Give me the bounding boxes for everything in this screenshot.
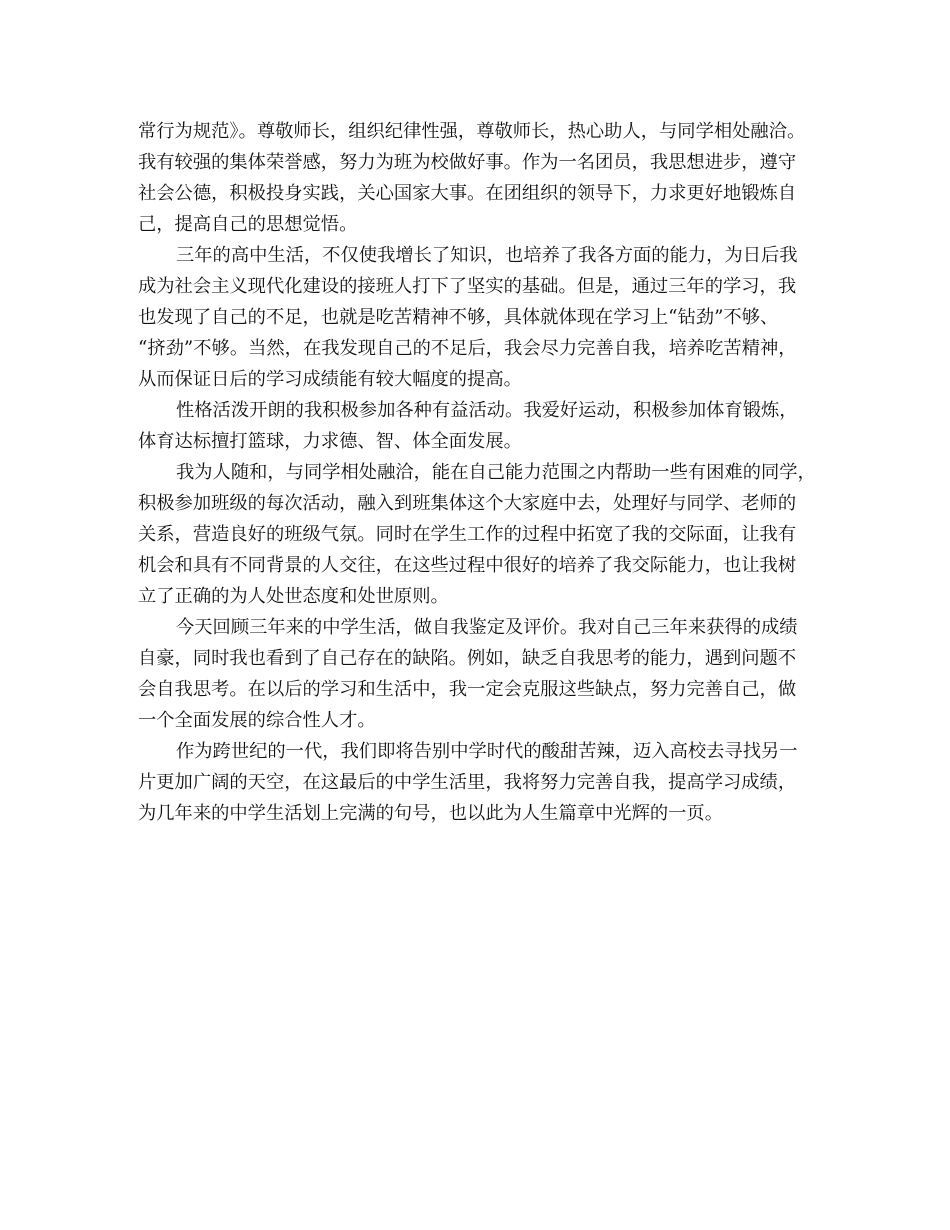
paragraph-5	[138, 612, 818, 736]
text-line: 片更加广阔的天空，在这最后的中学生活里，我将努力完善自我，提高学习成绩，	[138, 772, 797, 793]
text-line: 我为人随和，与同学相处融洽，能在自己能力范围之内帮助一些有困难的同学，	[176, 462, 816, 483]
text-line: 今天回顾三年来的中学生活，做自我鉴定及评价。我对自己三年来获得的成绩	[176, 617, 798, 638]
paragraph-1	[138, 116, 818, 240]
text-line: 常行为规范》。尊敬师长，组织纪律性强，尊敬师长，热心助人，与同学相处融洽。	[138, 121, 806, 142]
text-line: 自豪，同时我也看到了自己存在的缺陷。例如，缺乏自我思考的能力，遇到问题不	[138, 648, 797, 669]
text-line: 立了正确的为人处世态度和处世原则。	[138, 586, 449, 607]
text-line: 性格活泼开朗的我积极参加各种有益活动。我爱好运动，积极参加体育锻炼，	[176, 400, 798, 421]
text-line: 积极参加班级的每次活动，融入到班集体这个大家庭中去，处理好与同学、老师的	[138, 493, 797, 514]
paragraph-2	[138, 240, 818, 395]
text-line: 三年的高中生活，不仅使我增长了知识，也培养了我各方面的能力，为日后我	[176, 245, 798, 266]
text-line: “挤劲”不够。当然，在我发现自己的不足后，我会尽力完善自我，培养吃苦精神，	[138, 338, 797, 359]
document-body	[138, 116, 818, 829]
text-line: 一个全面发展的综合性人才。	[138, 710, 376, 731]
text-line: 关系，营造良好的班级气氛。同时在学生工作的过程中拓宽了我的交际面，让我有	[138, 524, 797, 545]
text-line: 我有较强的集体荣誉感，努力为班为校做好事。作为一名团员，我思想进步，遵守	[138, 152, 797, 173]
paragraph-4	[138, 457, 818, 612]
text-line: 为几年来的中学生活划上完满的句号，也以此为人生篇章中光辉的一页。	[138, 803, 723, 824]
paragraph-6	[138, 736, 818, 829]
text-line: 社会公德，积极投身实践，关心国家大事。在团组织的领导下，力求更好地锻炼自	[138, 183, 797, 204]
text-line: 机会和具有不同背景的人交往，在这些过程中很好的培养了我交际能力，也让我树	[138, 555, 797, 576]
text-line: 会自我思考。在以后的学习和生活中，我一定会克服这些缺点，努力完善自己，做	[138, 679, 797, 700]
text-line: 也发现了自己的不足，也就是吃苦精神不够，具体就体现在学习上“钻劲”不够、	[138, 307, 779, 328]
paragraph-3	[138, 395, 818, 457]
text-line: 从而保证日后的学习成绩能有较大幅度的提高。	[138, 369, 522, 390]
text-line: 作为跨世纪的一代，我们即将告别中学时代的酸甜苦辣，迈入高校去寻找另一	[176, 741, 798, 762]
text-line: 体育达标擅打篮球，力求德、智、体全面发展。	[138, 431, 522, 452]
text-line: 己，提高自己的思想觉悟。	[138, 214, 358, 235]
text-line: 成为社会主义现代化建设的接班人打下了坚实的基础。但是，通过三年的学习，我	[138, 276, 797, 297]
